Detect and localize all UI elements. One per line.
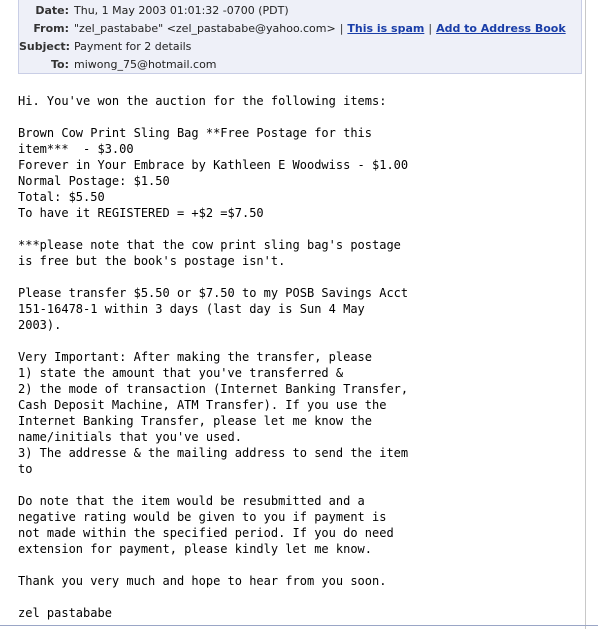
bottom-divider [0, 625, 598, 626]
add-to-address-book-link[interactable]: Add to Address Book [436, 22, 566, 35]
separator: | [428, 22, 433, 35]
from-value-group [74, 20, 566, 38]
message-body: Hi. You've won the auction for the following items: Brown Cow Print Sling Bag **Free Postage for this item*** - $3.00 Forever in Your Embrace by Kathleen E Woodwiss - $1.00 Normal Postage: $1.50 Total: $5.50 To have it REGISTERED = +$2 =$7.50 ***please note that the cow print sling bag's postage is free but the book's postage isn't. Please transfer $5.50 or $7.50 to my POSB Savings Acct 151-16478-1 within 3 days (last day is Sun 4 May 2003). Very Important: After making the transfer, please 1) state the amount that you've transferred & 2) the mode of transaction (Internet Banking Transfer, Cash Deposit Machine, ATM Transfer). If you use the Internet Banking Transfer, please let me know the name/initials that you've used. 3) The addresse & the mailing address to send the item to Do note that the item would be resubmitted and a negative rating would be given to you if payment is not made within the specified period. If you do need extension for payment, please kindly let me know. Thank you very much and hope to hear from you soon. zel pastababe [18, 94, 409, 620]
pane-divider [585, 0, 586, 629]
subject-label: Subject: [19, 40, 71, 53]
date-label: Date: [35, 4, 69, 17]
from-value: "zel_pastababe" <zel_pastababe@yahoo.com> [74, 22, 336, 35]
to-label: To: [51, 58, 69, 71]
to-value: miwong_75@hotmail.com [74, 58, 217, 71]
date-value: Thu, 1 May 2003 01:01:32 -0700 (PDT) [74, 4, 289, 17]
separator: | [339, 22, 344, 35]
subject-value: Payment for 2 details [74, 40, 192, 53]
message-header [18, 0, 582, 74]
this-is-spam-link[interactable]: This is spam [347, 22, 425, 35]
from-label: From: [33, 22, 69, 35]
